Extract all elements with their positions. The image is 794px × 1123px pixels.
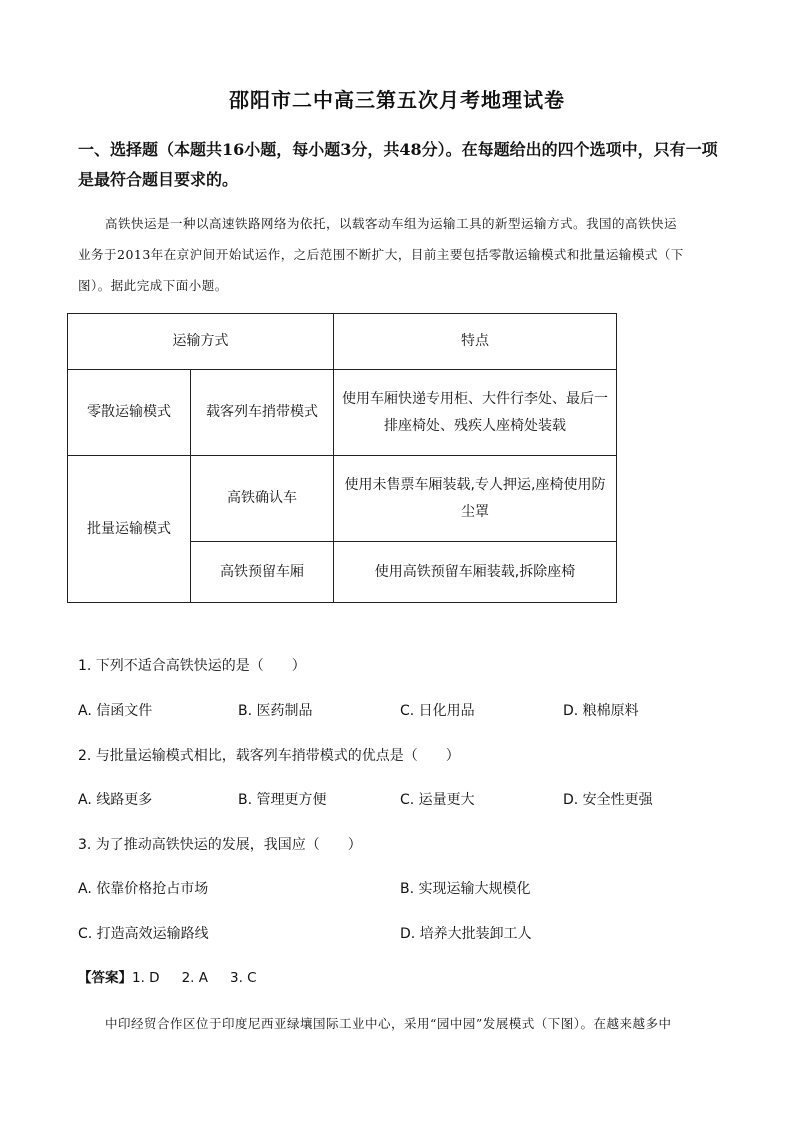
table-header-feature: 特点 [334, 314, 617, 370]
intro-line2: 业务于2013年在京沪间开始试运作，之后范围不断扩大，目前主要包括零散运输模式和批量运输模式（下 [78, 247, 684, 262]
question-2-option-a[interactable]: A. 线路更多 [78, 792, 153, 808]
table-cell-feature [334, 456, 617, 542]
question-3-option-b[interactable]: B. 实现运输大规模化 [400, 881, 531, 897]
question-1-stem: 1. 下列不适合高铁快运的是（ ） [78, 658, 306, 674]
table-cell-mode: 高铁预留车厢 [191, 542, 334, 603]
intro-line1: 高铁快运是一种以高速铁路网络为依托，以载客动车组为运输工具的新型运输方式。我国的高铁快运 [105, 216, 678, 231]
question-3-option-d[interactable]: D. 培养大批装卸工人 [400, 926, 532, 942]
question-1-option-d[interactable]: D. 粮棉原料 [563, 703, 639, 719]
question-3-option-a[interactable]: A. 依靠价格抢占市场 [78, 881, 209, 897]
table-cell-feature [334, 370, 617, 456]
question-2-option-c[interactable]: C. 运量更大 [400, 792, 475, 808]
feature-line: 使用未售票车厢装载,专人押运,座椅使用防 [344, 476, 606, 493]
section-heading-line2: 是最符合题目要求的。 [78, 170, 239, 189]
answer-1: 1. D [132, 970, 160, 986]
table-cell-group: 零散运输模式 [68, 370, 191, 456]
next-passage-line1: 中印经贸合作区位于印度尼西亚绿壤国际工业中心，采用“园中园”发展模式（下图）。在越来越多中 [105, 1016, 672, 1031]
table-header-mode: 运输方式 [68, 314, 334, 370]
question-2-option-b[interactable]: B. 管理更方便 [238, 792, 327, 808]
table-cell-mode: 载客列车捎带模式 [191, 370, 334, 456]
answer-line [78, 966, 257, 986]
table-cell-group: 批量运输模式 [68, 456, 191, 603]
question-1-option-c[interactable]: C. 日化用品 [400, 703, 475, 719]
question-2-stem: 2. 与批量运输模式相比，载客列车捎带模式的优点是（ ） [78, 748, 460, 764]
table-cell-feature: 使用高铁预留车厢装载,拆除座椅 [334, 542, 617, 603]
intro-line3: 图）。据此完成下面小题。 [78, 278, 228, 293]
question-1-option-b[interactable]: B. 医药制品 [238, 703, 313, 719]
table-cell-mode: 高铁确认车 [191, 456, 334, 542]
feature-line: 尘罩 [461, 503, 489, 520]
question-3-option-c[interactable]: C. 打造高效运输路线 [78, 926, 209, 942]
page-title: 邵阳市二中高三第五次月考地理试卷 [229, 88, 565, 112]
answer-2: 2. A [181, 970, 208, 986]
question-2-option-d[interactable]: D. 安全性更强 [563, 792, 653, 808]
question-3-stem: 3. 为了推动高铁快运的发展，我国应（ ） [78, 837, 362, 853]
feature-line: 排座椅处、残疾人座椅处装载 [384, 417, 566, 434]
transport-mode-table [67, 313, 617, 603]
section-heading-line1: 一、选择题（本题共16小题，每小题3分，共48分）。在每题给出的四个选项中，只有一项 [78, 140, 718, 159]
answer-3: 3. C [230, 970, 257, 986]
feature-line: 使用车厢快递专用柜、大件行李处、最后一 [342, 390, 608, 407]
answer-label: 【答案】 [78, 970, 132, 986]
question-1-option-a[interactable]: A. 信函文件 [78, 703, 153, 719]
